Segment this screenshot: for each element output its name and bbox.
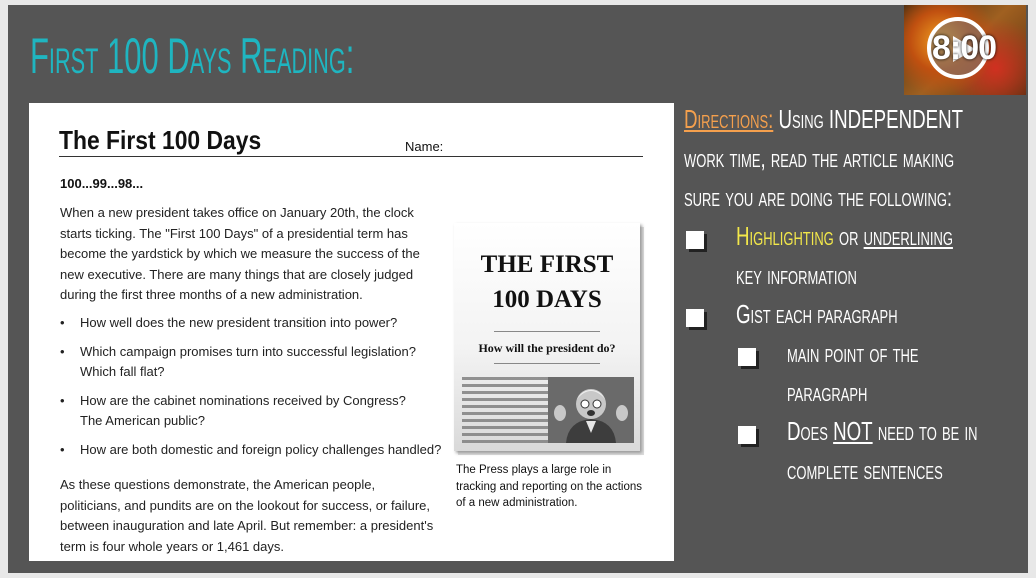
timer-countdown: 8:00 <box>931 29 997 67</box>
checklist-item-continued: key information <box>736 260 857 290</box>
newspaper-title-line-2: 100 DAYS <box>492 286 602 313</box>
question-list <box>60 313 450 469</box>
heading-rule <box>59 156 643 157</box>
article-heading: The First 100 Days <box>59 125 262 155</box>
checkbox-icon <box>686 231 704 249</box>
name-label: Name: <box>405 139 444 154</box>
timer-video[interactable] <box>904 5 1026 95</box>
list-item: • Which campaign promises turn into successful legislation? Which fall flat? <box>60 342 420 382</box>
slide <box>8 5 1028 573</box>
president-cartoon-image <box>548 377 634 443</box>
directions-line-3: sure you are doing the following: <box>684 182 953 212</box>
not-word: NOT <box>833 416 873 446</box>
list-item: • How are both domestic and foreign policy challenges handled? <box>60 440 450 460</box>
newspaper-headline <box>454 247 640 317</box>
checkbox-icon <box>686 309 704 327</box>
newspaper-title-line-1: THE FIRST <box>480 251 614 278</box>
newspaper-text-lines <box>462 377 550 447</box>
underlining-word: underlining <box>863 221 953 251</box>
newspaper-rule <box>494 331 600 332</box>
sub-item-not-sentences-continued: complete sentences <box>787 455 943 485</box>
newspaper-rule <box>494 363 600 364</box>
directions-emphasis: INDEPENDENT <box>828 104 964 134</box>
newspaper-illustration <box>454 223 640 451</box>
directions-text: Using <box>778 104 824 134</box>
or-word: or <box>838 221 859 251</box>
list-item: • How well does the new president transition into power? <box>60 313 450 333</box>
does-word: Does <box>787 416 828 446</box>
highlighting-word: Highlighting <box>736 221 834 251</box>
list-item: • How are the cabinet nominations received by Congress? The American public? <box>60 391 420 431</box>
closing-paragraph: As these questions demonstrate, the American people, politicians, and pundits are on the lookout for success, or failure, between inauguration and late April. But remember: a president's term is four whole years or 1,461 days. <box>60 477 434 554</box>
article-document <box>29 103 674 561</box>
sub-item-not-sentences <box>787 412 977 451</box>
sub-item-main-point-continued: paragraph <box>787 377 868 407</box>
checkbox-icon <box>738 426 756 444</box>
sub-item-main-point: main point of the <box>787 338 919 368</box>
directions-line-1 <box>684 100 963 139</box>
checkbox-icon <box>738 348 756 366</box>
checklist-item-gist: Gist each paragraph <box>736 299 898 329</box>
slide-title: First 100 Days Reading: <box>30 28 355 84</box>
directions-label: Directions: <box>684 104 774 134</box>
intro-paragraph: When a new president takes office on January 20th, the clock starts ticking. The "First 100 Days" of a presidential term has become the yardstick by which we measure the success of the new executive. There are many things that are closely judged during the first three months of a new administration. <box>60 205 420 302</box>
need-to-be-in-text: need to be in <box>877 416 978 446</box>
countdown-text: 100...99...98... <box>60 176 144 191</box>
image-caption: The Press plays a large role in tracking and reporting on the actions of a new administration. <box>456 464 643 509</box>
checklist-item-highlight <box>736 217 953 256</box>
directions-line-2: work time, read the article making <box>684 143 955 173</box>
newspaper-subtitle: How will the president do? <box>478 341 616 355</box>
